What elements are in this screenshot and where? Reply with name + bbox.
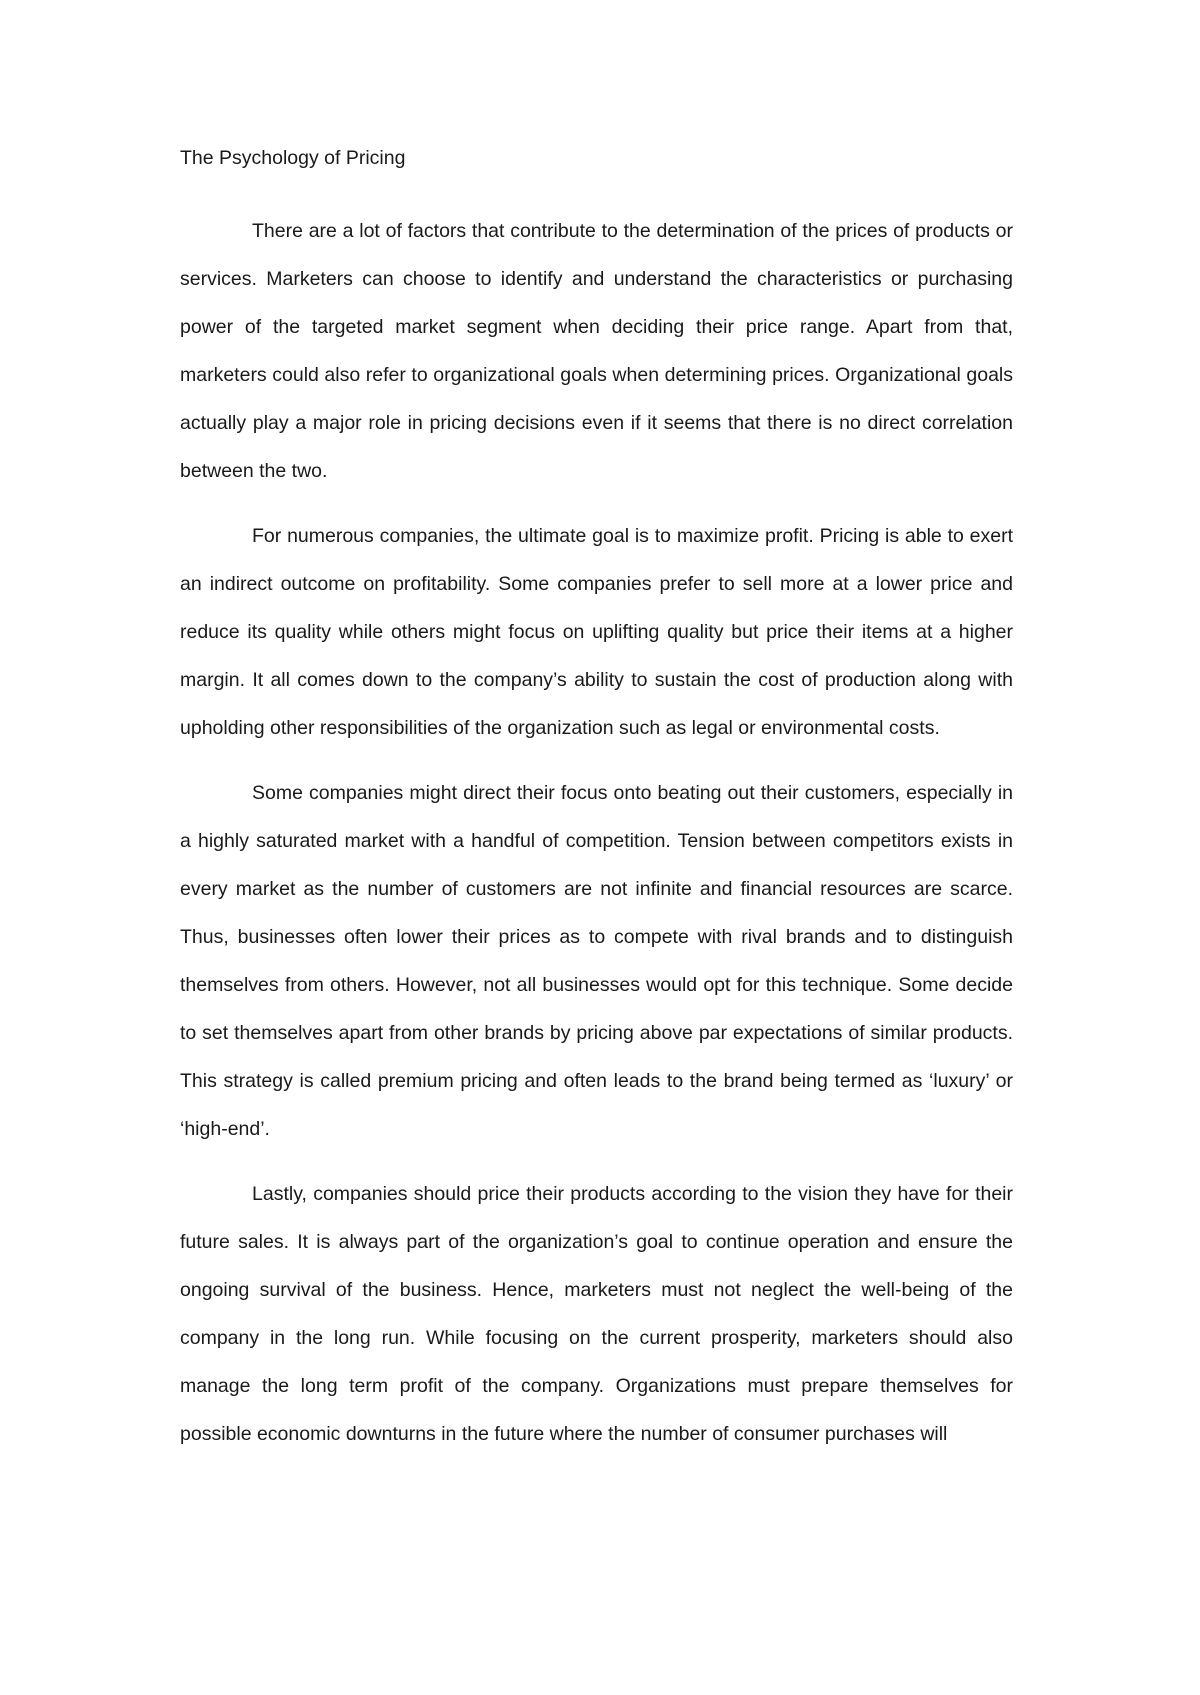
paragraph: There are a lot of factors that contribute to the determination of the prices of products or services. Marketers can choose to identify and understand the characteristics or purchasing power of the targeted market segment when deciding their price range. Apart from that, marketers could also refer to organizational goals when determining prices. Organizational goals actually play a major role in pricing decisions even if it seems that there is no direct correlation between the two. — [180, 220, 1013, 482]
paragraph: Lastly, companies should price their products according to the vision they have for their future sales. It is always part of the organization’s goal to continue operation and ensure the ongoing survival of the business. Hence, marketers must not neglect the well-being of the company in the long run. While focusing on the current prosperity, marketers should also manage the long term profit of the company. Organizations must prepare themselves for possible economic downturns in the future where the number of consumer purchases will — [180, 1183, 1013, 1445]
document-title: The Psychology of Pricing — [180, 147, 406, 169]
document-body — [180, 207, 1013, 1475]
paragraph: For numerous companies, the ultimate goal is to maximize profit. Pricing is able to exert an indirect outcome on profitability. Some companies prefer to sell more at a lower price and reduce its quality while others might focus on uplifting quality but price their items at a higher margin. It all comes down to the company’s ability to sustain the cost of production along with upholding other responsibilities of the organization such as legal or environmental costs. — [180, 525, 1013, 739]
paragraph: Some companies might direct their focus onto beating out their customers, especially in a highly saturated market with a handful of competition. Tension between competitors exists in every market as the number of customers are not infinite and financial resources are scarce. Thus, businesses often lower their prices as to compete with rival brands and to distinguish themselves from others. However, not all businesses would opt for this technique. Some decide to set themselves apart from other brands by pricing above par expectations of similar products. This strategy is called premium pricing and often leads to the brand being termed as ‘luxury’ or ‘high-end’. — [180, 782, 1013, 1140]
